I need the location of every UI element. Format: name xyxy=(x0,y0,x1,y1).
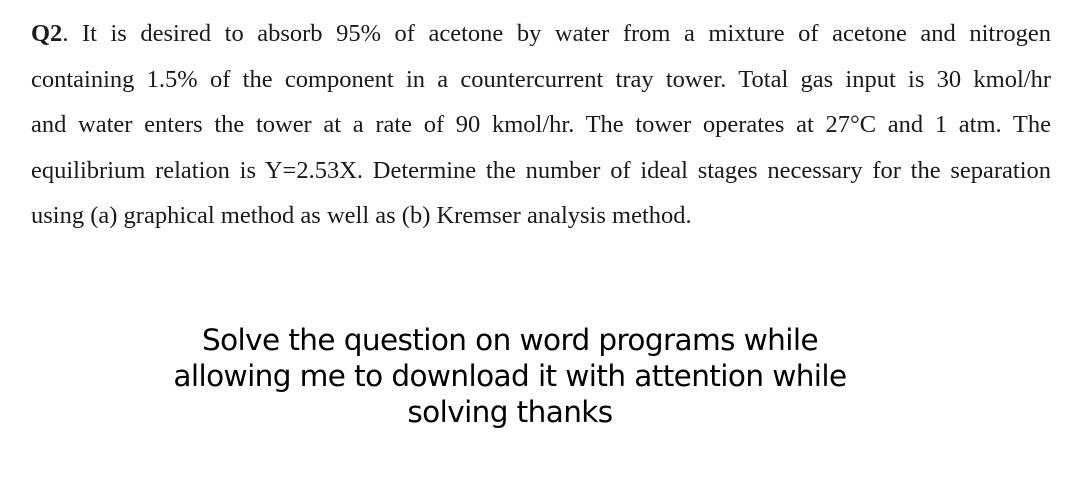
question-line-5: using (a) graphical method as well as (b) Kremser analysis method. xyxy=(31,202,692,229)
question-line-3: and water enters the tower at a rate of 90 kmol/hr. The tower operates at 27°C and 1 atm. The xyxy=(31,111,1051,138)
question-line-4: equilibrium relation is Y=2.53X. Determine the number of ideal stages necessary for the separation xyxy=(31,156,1051,184)
request-text xyxy=(0,322,1020,430)
question-text xyxy=(31,11,1051,239)
question-line-1 xyxy=(31,11,1051,57)
question-line-1-text: . It is desired to absorb 95% of acetone by water from a mixture of acetone and nitrogen xyxy=(62,20,1051,47)
request-line-1: Solve the question on word programs while xyxy=(201,323,819,357)
request-line-2: allowing me to download it with attention while xyxy=(173,359,847,393)
question-number: Q2 xyxy=(31,20,63,47)
request-line-3: solving thanks xyxy=(407,395,613,429)
question-line-2: containing 1.5% of the component in a countercurrent tray tower. Total gas input is 30 kmol/hr xyxy=(31,65,1051,93)
